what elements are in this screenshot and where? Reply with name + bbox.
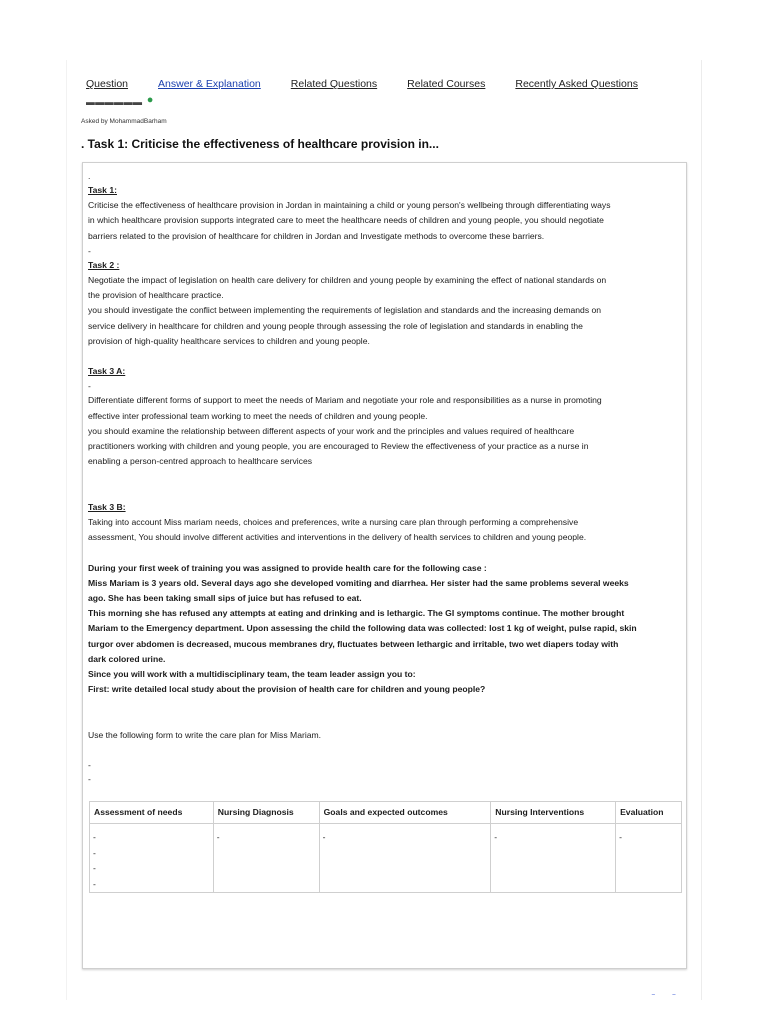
tab-related-questions[interactable]: Related Questions bbox=[290, 78, 378, 90]
bottom-page-marks: ‾‾ bbox=[652, 994, 694, 1003]
table-row bbox=[90, 824, 682, 893]
question-line: the provision of healthcare practice. bbox=[88, 290, 224, 301]
table-cell: - bbox=[213, 824, 319, 893]
question-line: turgor over abdomen is decreased, mucous membranes dry, fluctuates between lethargic and irritable, two wet diapers today with bbox=[88, 638, 619, 649]
question-line: - bbox=[88, 381, 91, 392]
column-header: Nursing Interventions bbox=[491, 802, 616, 824]
question-line: - bbox=[88, 760, 91, 771]
question-line: Negotiate the impact of legislation on health care delivery for children and young people by examining the effect of national standards on bbox=[88, 275, 607, 286]
question-line: Differentiate different forms of support to meet the needs of Mariam and negotiate your role and responsibilities as a nurse in promoting bbox=[88, 395, 602, 406]
question-line: Use the following form to write the care plan for Miss Mariam. bbox=[88, 729, 322, 740]
question-line: During your first week of training you was assigned to provide health care for the following case : bbox=[88, 562, 487, 573]
question-line: - bbox=[88, 774, 91, 785]
question-line: Criticise the effectiveness of healthcare provision in Jordan in maintaining a child or young person's wellbeing through differentiating ways bbox=[88, 200, 611, 211]
question-line: Miss Mariam is 3 years old. Several days ago she developed vomiting and diarrhea. Her sister had the same problems several weeks bbox=[88, 577, 629, 588]
question-line bbox=[88, 713, 681, 728]
question-line: ago. She has been taking small sips of juice but has refused to eat. bbox=[88, 593, 362, 604]
table-cell: - bbox=[616, 824, 682, 893]
question-line: - bbox=[88, 245, 91, 256]
column-header: Goals and expected outcomes bbox=[319, 802, 491, 824]
question-line: effective inter professional team working to meet the needs of children and young people. bbox=[88, 410, 428, 421]
question-line: barriers related to the provision of healthcare for children in Jordan and Investigate methods to overcome these barriers. bbox=[88, 230, 545, 241]
tab-related-courses[interactable]: Related Courses bbox=[407, 78, 486, 90]
table-cell: - - - - bbox=[90, 824, 214, 893]
question-tabs bbox=[86, 78, 668, 90]
tab-answer-explanation[interactable]: Answer & Explanation bbox=[158, 78, 261, 90]
question-line: in which healthcare provision supports integrated care to meet the healthcare needs of children and young people, you should negotiate bbox=[88, 215, 604, 226]
clipped-heading-text: ▂▂▂▂▂▂ bbox=[86, 97, 143, 105]
question-line: provision of high-quality healthcare services to children and young people. bbox=[88, 335, 370, 346]
question-line: you should investigate the conflict between implementing the requirements of legislation and standards and the increasing demands on bbox=[88, 305, 602, 316]
question-line bbox=[88, 485, 681, 500]
question-line: . bbox=[88, 171, 91, 181]
question-line: This morning she has refused any attempts at eating and drinking and is lethargic. The GI symptoms continue. The mother brought bbox=[88, 608, 625, 619]
task-heading: Task 3 A: bbox=[88, 366, 126, 377]
tab-question[interactable]: Question bbox=[86, 78, 129, 90]
care-plan-table bbox=[89, 801, 682, 893]
tab-recently-asked-questions[interactable]: Recently Asked Questions bbox=[515, 78, 638, 90]
question-line: assessment, You should involve different activities and interventions in the delivery of health services to children and young people. bbox=[88, 532, 587, 543]
task-heading: Task 3 B: bbox=[88, 501, 126, 512]
column-header: Nursing Diagnosis bbox=[213, 802, 319, 824]
table-cell: - bbox=[491, 824, 616, 893]
question-line: service delivery in healthcare for children and young people through assessing the role of legislation and standards in enabling the bbox=[88, 320, 583, 331]
task-heading: Task 2 : bbox=[88, 259, 120, 270]
question-line: you should examine the relationship between different aspects of your work and the principles and values required of healthcare bbox=[88, 425, 575, 436]
status-dot-icon: ● bbox=[146, 97, 155, 105]
column-header: Evaluation bbox=[616, 802, 682, 824]
question-line bbox=[88, 697, 681, 712]
scrolled-under-header bbox=[86, 97, 306, 105]
question-line: First: write detailed local study about the provision of health care for children and young people? bbox=[88, 684, 486, 695]
question-line: Since you will work with a multidisciplinary team, the team leader assign you to: bbox=[88, 669, 416, 680]
table-header-row bbox=[90, 802, 682, 824]
question-line: enabling a person-centred approach to healthcare services bbox=[88, 456, 313, 467]
question-line: Taking into account Miss mariam needs, choices and preferences, write a nursing care plan through performing a comprehensive bbox=[88, 517, 579, 528]
question-line: Mariam to the Emergency department. Upon assessing the child the following data was collected: lost 1 kg of weight, pulse rapid, skin bbox=[88, 623, 637, 634]
column-header: Assessment of needs bbox=[90, 802, 214, 824]
question-line: practitioners working with children and young people, you are encouraged to Review the effectiveness of your practice as a nurse in bbox=[88, 441, 589, 452]
question-line bbox=[88, 545, 681, 560]
question-line bbox=[88, 469, 681, 484]
question-text bbox=[88, 169, 681, 786]
question-title: . Task 1: Criticise the effectiveness of healthcare provision in... bbox=[81, 137, 439, 151]
task-heading: Task 1: bbox=[88, 185, 117, 195]
question-line: dark colored urine. bbox=[88, 653, 166, 664]
question-line bbox=[88, 349, 681, 364]
asked-by: Asked by MohammadBarham bbox=[81, 118, 167, 125]
question-line bbox=[88, 743, 681, 758]
question-body bbox=[82, 162, 687, 969]
table-cell: - bbox=[319, 824, 491, 893]
